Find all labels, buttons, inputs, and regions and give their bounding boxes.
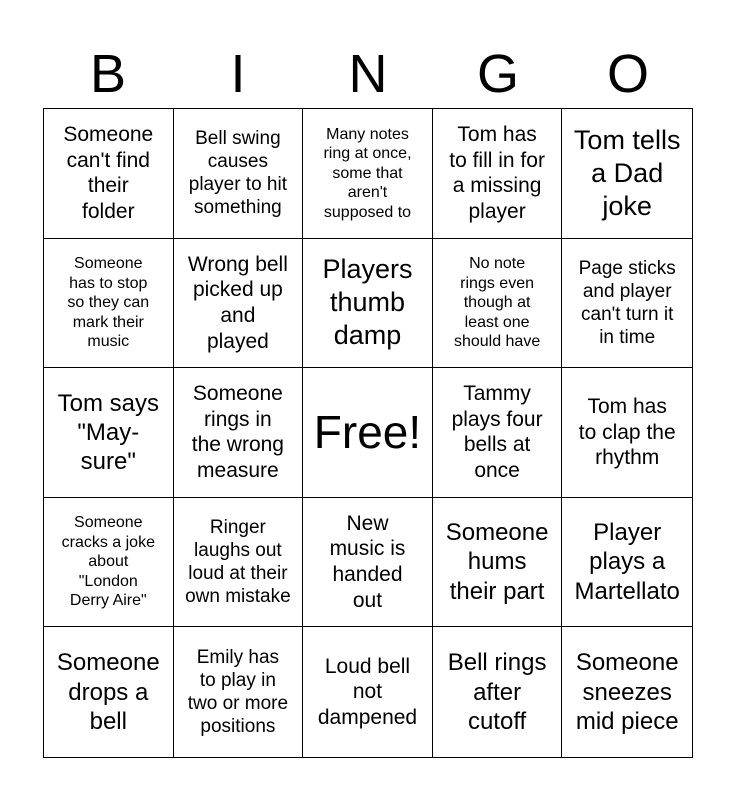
bingo-header [43,40,693,108]
bingo-cell[interactable]: Ringer laughs out loud at their own mistake [174,498,304,628]
header-letter-i: I [230,44,246,104]
bingo-cell[interactable]: Someone cracks a joke about "London Derry Aire" [44,498,174,628]
bingo-cell[interactable]: Someone rings in the wrong measure [174,368,304,498]
bingo-cell[interactable]: Bell rings after cutoff [433,627,563,757]
header-letter-o: O [606,44,649,104]
bingo-cell[interactable]: Someone hums their part [433,498,563,628]
bingo-cell[interactable]: Tammy plays four bells at once [433,368,563,498]
bingo-cell[interactable]: Wrong bell picked up and played [174,239,304,369]
bingo-cell[interactable]: Someone drops a bell [44,627,174,757]
bingo-cell[interactable]: Many notes ring at once, some that aren't supposed to [303,109,433,239]
bingo-cell[interactable]: Tom tells a Dad joke [562,109,692,239]
bingo-cell[interactable]: Someone sneezes mid piece [575,649,679,735]
free-space[interactable]: Free! [303,368,433,498]
bingo-card-grid [43,108,693,758]
bingo-cell[interactable]: Tom has to fill in for a missing player [433,109,563,239]
bingo-cell[interactable]: Someone can't find their folder [44,109,174,239]
bingo-cell[interactable]: Tom says "May- sure" [44,368,174,498]
bingo-cell[interactable]: Page sticks and player can't turn it in time [562,239,692,369]
bingo-cell[interactable]: Loud bell not dampened [303,627,433,757]
bingo-cell[interactable]: Player plays a Martellato [562,498,692,628]
bingo-cell[interactable]: Tom has to clap the rhythm [562,368,692,498]
header-letter-g: G [476,44,519,104]
header-letter-b: B [89,44,127,104]
bingo-cell[interactable]: No note rings even though at least one should have [433,239,563,369]
bingo-cell[interactable]: New music is handed out [303,498,433,628]
bingo-cell[interactable]: Someone has to stop so they can mark their music [44,239,174,369]
bingo-cell[interactable]: Emily has to play in two or more positions [174,627,304,757]
bingo-cell[interactable]: Bell swing causes player to hit something [174,109,304,239]
bingo-cell[interactable]: Players thumb damp [303,239,433,369]
header-letter-n: N [348,44,388,104]
